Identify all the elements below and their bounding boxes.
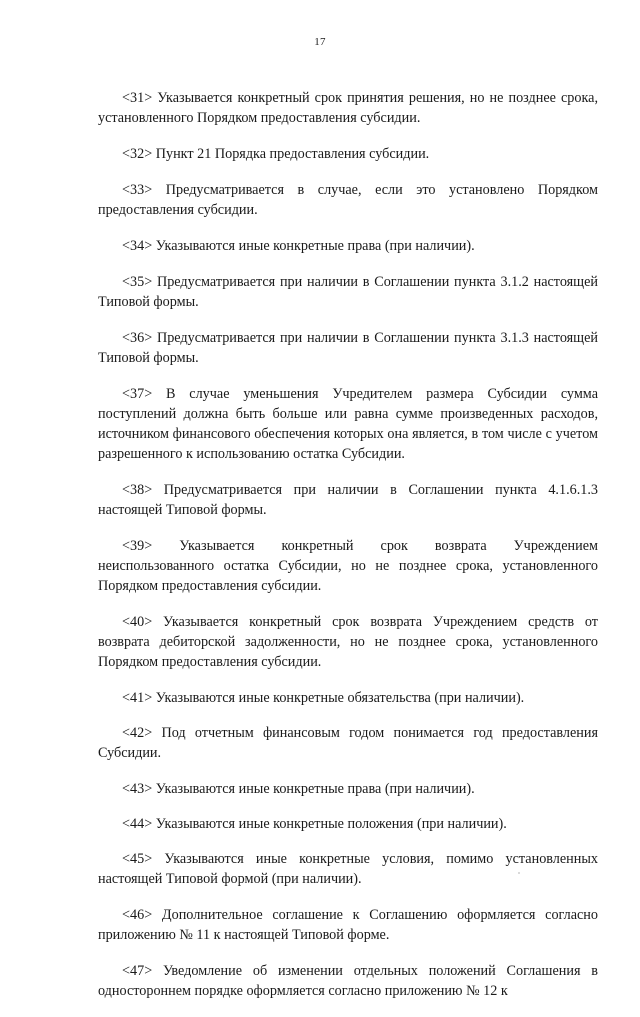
page-number: 17 (314, 36, 326, 48)
footnotes-list (98, 88, 598, 1017)
footnote-44: <44> Указываются иные конкретные положения (при наличии). (122, 816, 507, 832)
footnote-46: <46> Дополнительное соглашение к Соглашению оформляется согласно приложению № 11 к настоящей Типовой форме. (98, 907, 598, 943)
footnote-42: <42> Под отчетным финансовым годом понимается год предоставления Субсидии. (98, 725, 598, 761)
footnote-39: <39> Указывается конкретный срок возврата Учреждением неиспользованного остатка Субсидии, но не позднее срока, установленного Порядком предоставления субсидии. (98, 538, 598, 594)
footnote-47: <47> Уведомление об изменении отдельных положений Соглашения в одностороннем порядке оформляется согласно приложению № 12 к (98, 963, 598, 999)
footnote-38: <38> Предусматривается при наличии в Соглашении пункта 4.1.6.1.3 настоящей Типовой формы. (98, 482, 598, 518)
footnote-36: <36> Предусматривается при наличии в Соглашении пункта 3.1.3 настоящей Типовой формы. (98, 330, 598, 366)
footnote-31: <31> Указывается конкретный срок принятия решения, но не позднее срока, установленного Порядком предоставления субсидии. (98, 90, 598, 126)
footnote-32: <32> Пункт 21 Порядка предоставления субсидии. (122, 146, 430, 162)
scan-speck (518, 872, 520, 874)
footnote-35: <35> Предусматривается при наличии в Соглашении пункта 3.1.2 настоящей Типовой формы. (98, 274, 598, 310)
footnote-45: <45> Указываются иные конкретные условия, помимо установленных настоящей Типовой формой (при наличии). (98, 851, 598, 887)
footnote-41: <41> Указываются иные конкретные обязательства (при наличии). (122, 690, 525, 706)
footnote-37: <37> В случае уменьшения Учредителем размера Субсидии сумма поступлений должна быть больше или равна сумме произведенных расходов, источником финансового обеспечения которых она является, в том числе с учетом разрешенного к использованию остатка Субсидии. (98, 386, 598, 462)
footnote-34: <34> Указываются иные конкретные права (при наличии). (122, 238, 475, 254)
footnote-40: <40> Указывается конкретный срок возврата Учреждением средств от возврата дебиторской задолженности, но не позднее срока, установленного Порядком предоставления субсидии. (98, 614, 598, 670)
footnote-33: <33> Предусматривается в случае, если это установлено Порядком предоставления субсидии. (98, 182, 598, 218)
footnote-43: <43> Указываются иные конкретные права (при наличии). (122, 781, 475, 797)
